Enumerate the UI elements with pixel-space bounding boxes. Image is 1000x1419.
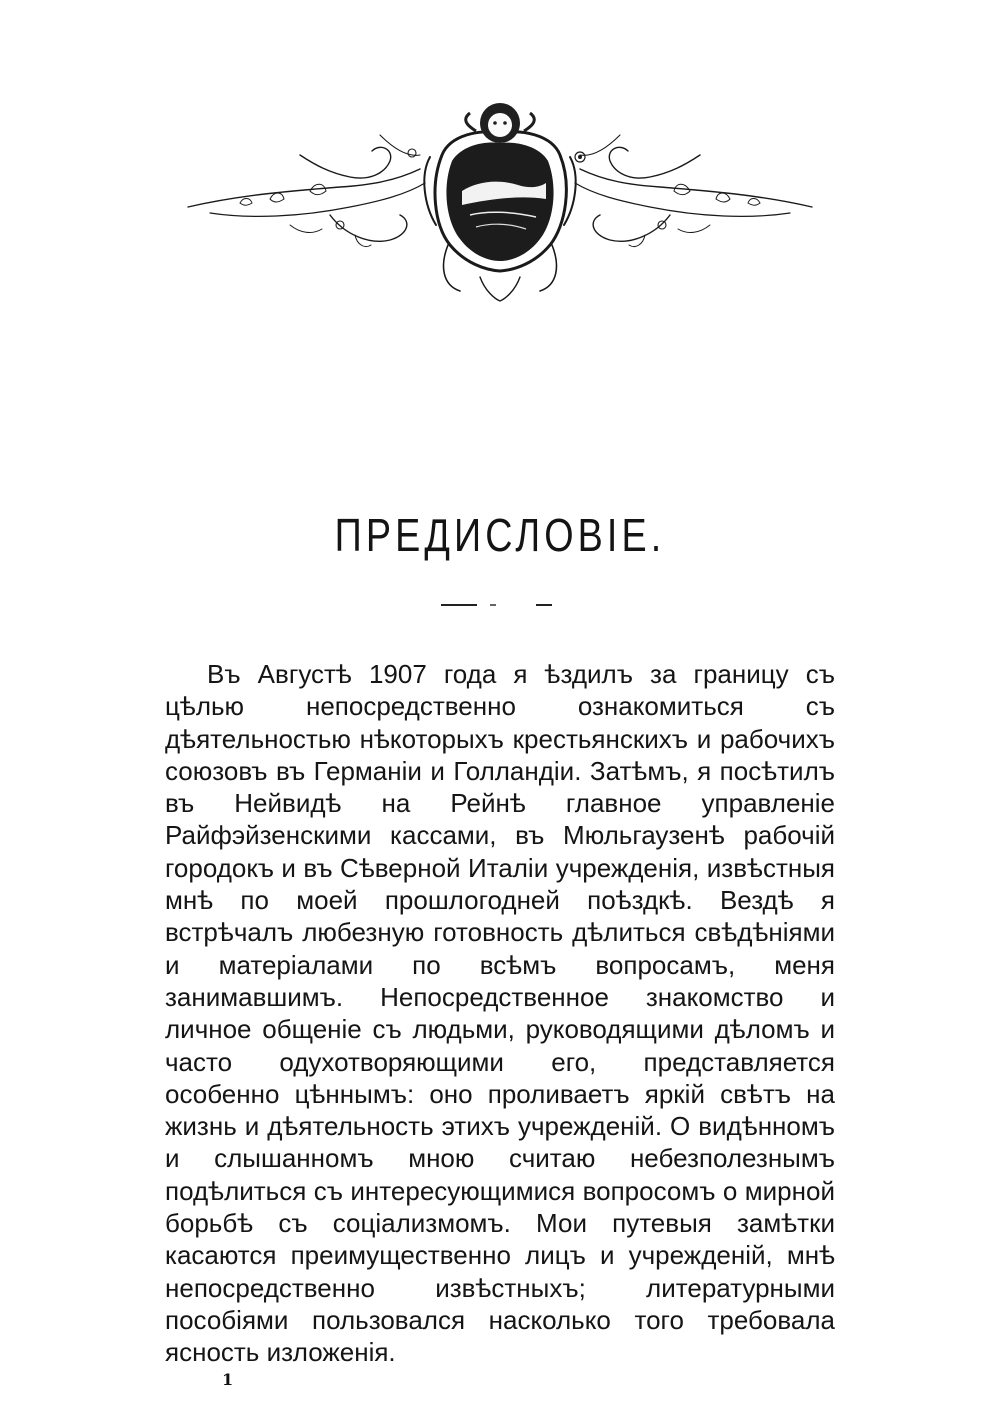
page-number: 1 — [222, 1370, 234, 1389]
ornamental-vignette — [180, 95, 820, 305]
preface-paragraph: Въ Августѣ 1907 года я ѣздилъ за границу съ цѣлью непосредственно ознакомиться съ дѣятельностью нѣкоторыхъ крестьянскихъ и рабочихъ союзовъ въ Германіи и Голландіи. Затѣмъ, я посѣтилъ въ Нейвидѣ на Рейнѣ главное управленіе Райфэйзенскими кассами, въ Мюльгаузенѣ рабочій городокъ и въ Сѣверной Италіи учрежденія, извѣстныя мнѣ по моей прошлогодней поѣздкѣ. Вездѣ я встрѣчалъ любезную готовность дѣлиться свѣдѣніями и матеріалами по всѣмъ вопросамъ, меня занимавшимъ. Непосредственное знакомство и личное общеніе съ людьми, руководящими дѣломъ и часто одухотворяющими его, представляется особенно цѣннымъ: оно проливаетъ яркій свѣтъ на жизнь и дѣятельность этихъ учрежденій. О видѣнномъ и слышанномъ мною считаю небезполезнымъ подѣлиться съ интересующимися вопросомъ о мирной борьбѣ съ соціализмомъ. Мои путевыя замѣтки касаются преимущественно лицъ и учрежденій, мнѣ непосредственно извѣстныхъ; литературными пособіями пользовался насколько того требовала ясность изложенія. — [165, 659, 835, 1368]
title-divider — [441, 604, 477, 606]
ornamental-vignette-icon — [180, 95, 820, 305]
title-divider-end — [536, 604, 552, 606]
page-title: ПРЕДИСЛОВІЕ. — [334, 509, 666, 561]
title-divider-dot — [490, 604, 496, 606]
